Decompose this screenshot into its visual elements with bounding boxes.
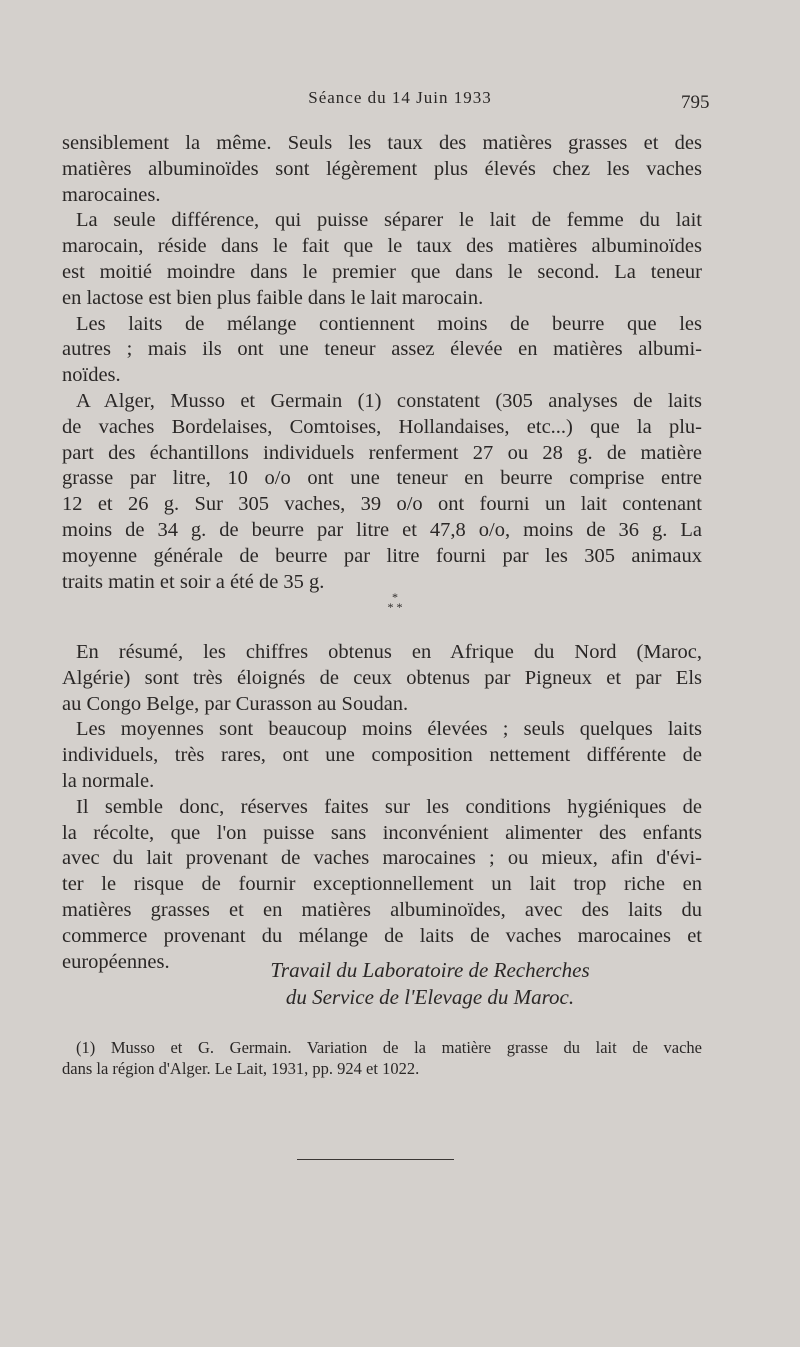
text-line: moins de 34 g. de beurre par litre et 47,8 o/o, moins de 36 g. La: [62, 518, 702, 541]
text-line: marocaines.: [62, 183, 161, 206]
separator-star-top: *: [392, 590, 398, 604]
text-line: En résumé, les chiffres obtenus en Afrique du Nord (Maroc,: [76, 641, 702, 663]
text-line: individuels, très rares, ont une composition nettement différente de: [62, 744, 702, 767]
text-line: matières albuminoïdes sont légèrement plus élevés chez les vaches: [62, 157, 702, 180]
text-line: marocain, réside dans le fait que le taux des matières albuminoïdes: [62, 235, 702, 258]
text-line: commerce provenant du mélange de laits de vaches marocaines et: [62, 924, 702, 947]
text-line: la normale.: [62, 769, 155, 792]
text-line: au Congo Belge, par Curasson au Soudan.: [62, 692, 409, 715]
text-line: autres ; mais ils ont une teneur assez élevée en matières albumi-: [62, 338, 702, 361]
text-line: de vaches Bordelaises, Comtoises, Hollandaises, etc...) que la plu-: [62, 415, 702, 438]
text-line: Les moyennes sont beaucoup moins élevées ; seuls quelques laits: [76, 718, 702, 741]
text-line: ter le risque de fournir exceptionnellement un lait trop riche en: [62, 873, 702, 896]
text-line: en lactose est bien plus faible dans le lait marocain.: [62, 286, 484, 309]
signature-line: du Service de l'Elevage du Maroc.: [285, 985, 575, 1009]
text-line: avec du lait provenant de vaches marocaines ; ou mieux, afin d'évi-: [62, 847, 702, 870]
footnote-line: (1) Musso et G. Germain. Variation de la matière grasse du lait de vache: [76, 1038, 702, 1057]
end-rule: [297, 1159, 454, 1160]
text-line: 12 et 26 g. Sur 305 vaches, 39 o/o ont fourni un lait contenant: [62, 493, 702, 516]
text-line: Algérie) sont très éloignés de ceux obtenus par Pigneux et par Els: [62, 666, 702, 689]
text-line: part des échantillons individuels renferment 27 ou 28 g. de matière: [62, 441, 702, 464]
text-line: européennes.: [62, 950, 170, 973]
text-line: est moitié moindre dans le premier que dans le second. La teneur: [62, 260, 702, 283]
text-line: Il semble donc, réserves faites sur les conditions hygiéniques de: [76, 795, 702, 818]
body-text-bottom: [62, 640, 702, 975]
text-line: grasse par litre, 10 o/o ont une teneur en beurre comprise entre: [62, 467, 702, 490]
footnote-line: dans la région d'Alger. Le Lait, 1931, pp. 924 et 1022.: [62, 1059, 420, 1078]
separator-stars-bottom: * *: [387, 600, 403, 614]
running-head: Séance du 14 Juin 1933: [308, 88, 492, 107]
section-separator: [380, 592, 410, 612]
text-line: noïdes.: [62, 364, 121, 387]
text-line: matières grasses et en matières albuminoïdes, avec des laits du: [62, 898, 702, 921]
text-line: Les laits de mélange contiennent moins de beurre que les: [76, 312, 702, 335]
footnote: [62, 1037, 702, 1079]
text-line: traits matin et soir a été de 35 g.: [62, 570, 325, 593]
signature-line: Travail du Laboratoire de Recherches: [270, 958, 590, 982]
page-number: 795: [681, 92, 710, 113]
body-text-top: [62, 131, 702, 595]
text-line: A Alger, Musso et Germain (1) constatent (305 analyses de laits: [76, 389, 702, 412]
text-line: la récolte, que l'on puisse sans inconvénient alimenter des enfants: [62, 821, 702, 844]
text-line: moyenne générale de beurre par litre fourni par les 305 animaux: [62, 544, 702, 567]
signature-block: [215, 957, 645, 1011]
text-line: La seule différence, qui puisse séparer le lait de femme du lait: [76, 209, 702, 232]
text-line: sensiblement la même. Seuls les taux des matières grasses et des: [62, 132, 702, 154]
